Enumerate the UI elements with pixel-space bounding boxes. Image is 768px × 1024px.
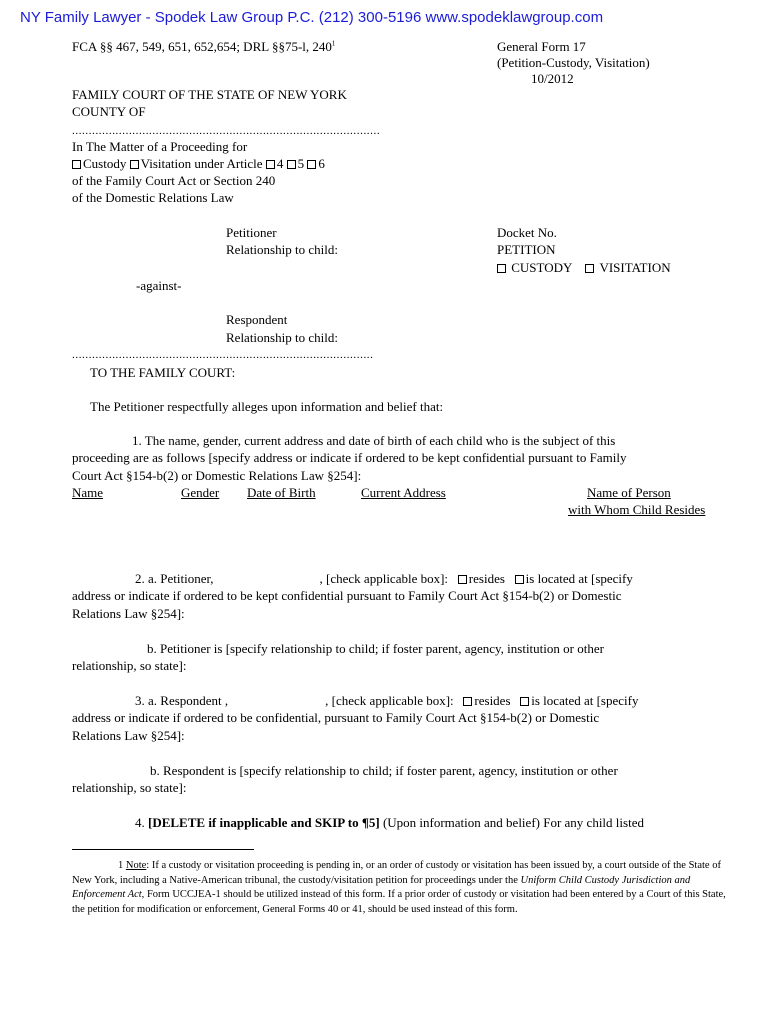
article-5-label: 5 bbox=[297, 156, 305, 171]
petitioner-resides-label: resides bbox=[468, 571, 505, 586]
petition-custody-checkbox[interactable] bbox=[497, 264, 506, 273]
form-date: 10/2012 bbox=[531, 71, 574, 86]
para-2b-line-1: b. Petitioner is [specify relationship to child; if foster parent, agency, institution or other bbox=[147, 641, 604, 656]
article-4-label: 4 bbox=[276, 156, 284, 171]
petitioner-located-checkbox[interactable] bbox=[515, 575, 524, 584]
petition-custody-label: CUSTODY bbox=[511, 260, 573, 275]
footnote-separator bbox=[72, 849, 254, 850]
respondent-label: Respondent bbox=[226, 312, 288, 327]
para-1-line-3: Court Act §154-b(2) or Domestic Relations Law §254]: bbox=[72, 468, 362, 483]
column-header-person-line-1: Name of Person bbox=[587, 485, 671, 500]
petitioner-resides-checkbox[interactable] bbox=[458, 575, 467, 584]
para-3a-respondent: 3. a. Respondent , bbox=[135, 693, 229, 708]
caption-matter: In The Matter of a Proceeding for bbox=[72, 139, 248, 154]
column-header-name: Name bbox=[72, 485, 104, 500]
para-3b-line-2: relationship, so state]: bbox=[72, 780, 187, 795]
respondent-resides-checkbox[interactable] bbox=[463, 697, 472, 706]
petition-label: PETITION bbox=[497, 242, 556, 257]
para-3a-line-3: Relations Law §254]: bbox=[72, 728, 185, 743]
para-3a-check-text: , [check applicable box]: bbox=[325, 693, 454, 708]
article-6-checkbox[interactable] bbox=[307, 160, 316, 169]
respondent-resides-label: resides bbox=[474, 693, 511, 708]
para-2a-petitioner: 2. a. Petitioner, bbox=[135, 571, 214, 586]
salutation: TO THE FAMILY COURT: bbox=[90, 365, 236, 380]
petition-visitation-checkbox[interactable] bbox=[585, 264, 594, 273]
caption-statute-line: of the Family Court Act or Section 240 bbox=[72, 173, 276, 188]
caption-drl-line: of the Domestic Relations Law bbox=[72, 190, 234, 205]
docket-number-label: Docket No. bbox=[497, 225, 557, 240]
respondent-located-checkbox[interactable] bbox=[520, 697, 529, 706]
footnote-number: 1 bbox=[118, 860, 124, 871]
petitioner-located-label: is located at [specify bbox=[525, 571, 633, 586]
form-number: General Form 17 bbox=[497, 39, 586, 54]
banner-link[interactable]: NY Family Lawyer - Spodek Law Group P.C. (212) 300-5196 www.spodeklawgroup.com bbox=[20, 9, 604, 26]
para-4-number: 4. bbox=[135, 815, 145, 830]
para-2a-line-3: Relations Law §254]: bbox=[72, 606, 185, 621]
footnote-marker: 1 bbox=[331, 39, 336, 48]
custody-label: Custody bbox=[83, 156, 127, 171]
petition-visitation-label: VISITATION bbox=[599, 260, 671, 275]
petitioner-label: Petitioner bbox=[226, 225, 277, 240]
footnote-text-part-1: : If a custody or visitation proceeding is pending in, or an order of custody or visitation has been issued by, a court outside of the State of New York, including a Native-American tribunal, the custody/visitation petition for proceedings under the bbox=[72, 860, 721, 886]
statute-text: FCA §§ 467, 549, 651, 652,654; DRL §§75-l, 240 bbox=[72, 39, 332, 54]
petitioner-relationship-label: Relationship to child: bbox=[226, 242, 338, 257]
para-4-delete-instruction: [DELETE if inapplicable and SKIP to ¶5] bbox=[148, 815, 380, 830]
para-4-line-1 bbox=[135, 814, 644, 831]
para-2a-line-2: address or indicate if ordered to be kept confidential pursuant to Family Court Act §154-b(2) or Domestic bbox=[72, 588, 622, 603]
visitation-checkbox[interactable] bbox=[130, 160, 139, 169]
article-5-checkbox[interactable] bbox=[287, 160, 296, 169]
visitation-label: Visitation under Article bbox=[140, 156, 263, 171]
caption-type-line bbox=[72, 155, 325, 172]
para-2a-check-text: , [check applicable box]: bbox=[319, 571, 449, 586]
para-4-text: (Upon information and belief) For any child listed bbox=[382, 815, 644, 830]
form-type: (Petition-Custody, Visitation) bbox=[497, 55, 650, 70]
caption-dotted-line: ............................................................................................ bbox=[72, 125, 381, 137]
respondent-located-label: is located at [specify bbox=[531, 693, 639, 708]
column-header-current-address: Current Address bbox=[361, 485, 446, 500]
para-3b-line-1: b. Respondent is [specify relationship to child; if foster parent, agency, institution or other bbox=[150, 763, 618, 778]
footnote-text-part-2: Form UCCJEA-1 should be utilized instead of this form. If a prior order of custody or visitation had been entered by a Court of this State, the petition for modification or enforcement, General Forms 40 or 41, should be used instead of this form. bbox=[72, 889, 726, 915]
para-1-line-2: proceeding are as follows [specify address or indicate if ordered to be kept confidential pursuant to Family bbox=[72, 450, 627, 465]
column-header-date-of-birth: Date of Birth bbox=[247, 485, 316, 500]
para-2a-line-1 bbox=[135, 570, 633, 587]
article-4-checkbox[interactable] bbox=[266, 160, 275, 169]
para-3a-line-2: address or indicate if ordered to be confidential, pursuant to Family Court Act §154-b(2) or Domestic bbox=[72, 710, 600, 725]
caption-closing-dotted-line: .......................................................................................... bbox=[72, 349, 374, 361]
footnote-act-title: Uniform Child Custody Jurisdiction and Enforcement Act, bbox=[72, 874, 691, 900]
intro-paragraph: The Petitioner respectfully alleges upon information and belief that: bbox=[90, 399, 444, 414]
petition-type-line bbox=[497, 259, 671, 276]
article-6-label: 6 bbox=[318, 156, 325, 171]
para-3a-line-1 bbox=[135, 692, 638, 709]
court-name: FAMILY COURT OF THE STATE OF NEW YORK bbox=[72, 87, 347, 102]
column-header-person-line-2: with Whom Child Resides bbox=[568, 502, 706, 517]
respondent-relationship-label: Relationship to child: bbox=[226, 330, 338, 345]
para-2b-line-2: relationship, so state]: bbox=[72, 658, 187, 673]
custody-checkbox[interactable] bbox=[72, 160, 81, 169]
against-label: -against- bbox=[136, 278, 182, 293]
footnote-text bbox=[72, 859, 738, 917]
statute-reference bbox=[72, 38, 335, 55]
county-label: COUNTY OF bbox=[72, 104, 146, 119]
footnote-note-label: Note bbox=[125, 860, 147, 871]
para-1-line-1: 1. The name, gender, current address and date of birth of each child who is the subject of this bbox=[132, 433, 616, 448]
column-header-gender: Gender bbox=[181, 485, 220, 500]
